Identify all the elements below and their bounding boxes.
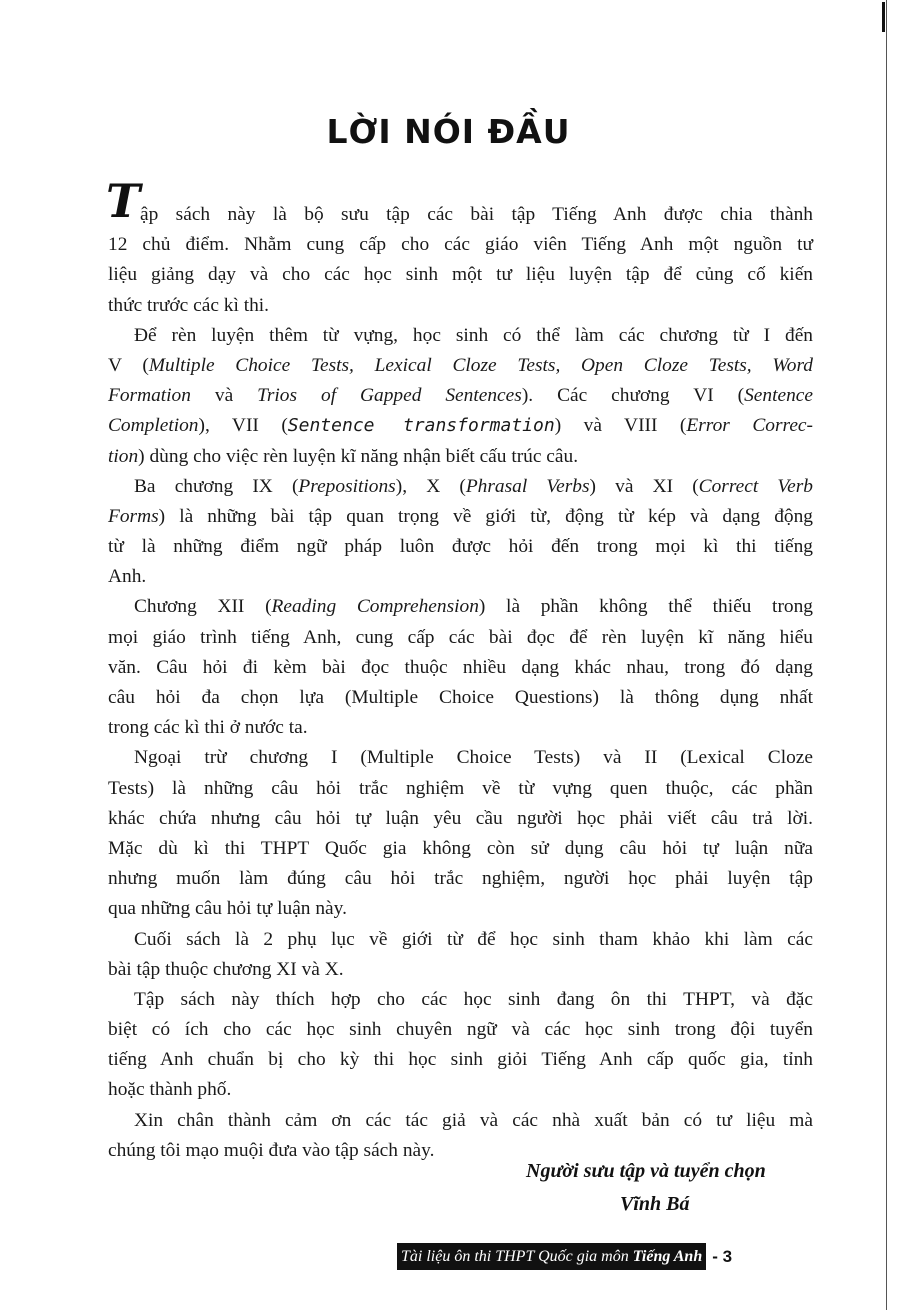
text-line: Tests) là những câu hỏi trắc nghiệm về từ vựng quen thuộc, các phần [108,777,813,799]
text-line: liệu giảng dạy và cho các học sinh một tư liệu luyện tập để củng cố kiến [108,264,813,286]
drop-cap: T [106,174,141,228]
text-line: Để rèn luyện thêm từ vựng, học sinh có thể làm các chương từ I đến [134,324,813,346]
text-line: Mặc dù kì thi THPT Quốc gia không còn sử dụng câu hỏi tự luận nữa [108,837,813,859]
preface-body [106,174,813,1166]
text-line: tiếng Anh chuẩn bị cho kỳ thi học sinh giỏi Tiếng Anh cấp quốc gia, tỉnh [108,1049,813,1071]
text-line: Anh. [108,566,147,588]
text-line: nhưng muốn làm đúng câu hỏi trắc nghiệm, người học phải luyện tập [108,868,813,890]
text-line: Completion), VII (Sentence transformation) và VIII (Error Correc- [108,415,813,437]
text-line: Ba chương IX (Prepositions), X (Phrasal Verbs) và XI (Correct Verb [134,475,813,497]
text-line: chúng tôi mạo muội đưa vào tập sách này. [108,1139,435,1161]
text-line: T ập sách này là bộ sưu tập các bài tập Tiếng Anh được chia thành [106,174,813,228]
text-line: Forms) là những bài tập quan trọng về giới từ, động từ kép và dạng động [108,505,813,527]
scan-edge-line [886,0,887,1310]
text-line: Formation và Trios of Gapped Sentences). Các chương VI (Sentence [108,385,813,407]
text-line: biệt có ích cho các học sinh chuyên ngữ và các học sinh trong đội tuyển [108,1019,813,1041]
footer-banner: Tài liệu ôn thi THPT Quốc gia môn Tiếng Anh [397,1243,706,1270]
page-footer [397,1243,732,1270]
text-line: văn. Câu hỏi đi kèm bài đọc thuộc nhiều dạng khác nhau, trong đó dạng [108,656,813,678]
text-line: Xin chân thành cảm ơn các tác giả và các nhà xuất bản có tư liệu mà [134,1109,813,1131]
text-line: qua những câu hỏi tự luận này. [108,898,347,920]
text-line: hoặc thành phố. [108,1079,232,1101]
text-line: Cuối sách là 2 phụ lục về giới từ để học sinh tham khảo khi làm các [134,928,813,950]
text-line: mọi giáo trình tiếng Anh, cung cấp các bài đọc để rèn luyện kĩ năng hiểu [108,626,813,648]
text-line: tion) dùng cho việc rèn luyện kĩ năng nhận biết cấu trúc câu. [108,445,579,467]
scan-edge-mark [882,2,885,32]
text-line: câu hỏi đa chọn lựa (Multiple Choice Questions) là thông dụng nhất [108,687,813,708]
page-title: LỜI NÓI ĐẦU [326,112,571,151]
signature-role: Người sưu tập và tuyển chọn [526,1160,766,1182]
text-line: trong các kì thi ở nước ta. [108,717,308,739]
text-line: Tập sách này thích hợp cho các học sinh đang ôn thi THPT, và đặc [134,988,813,1010]
text-line: V (Multiple Choice Tests, Lexical Cloze Tests, Open Cloze Tests, Word [108,354,813,376]
signature-name: Vĩnh Bá [620,1193,690,1215]
text-line: bài tập thuộc chương XI và X. [108,958,344,980]
text-line: khác chứa nhưng câu hỏi tự luận yêu cầu người học phải viết câu trả lời. [108,807,813,829]
text-line: từ là những điểm ngữ pháp luôn được hỏi đến trong mọi kì thi tiếng [108,536,813,558]
text-line: 12 chủ điểm. Nhằm cung cấp cho các giáo viên Tiếng Anh một nguồn tư [108,234,813,256]
text-line: thức trước các kì thi. [108,294,270,316]
page-number: - 3 [712,1246,733,1266]
text-line: Ngoại trừ chương I (Multiple Choice Tests) và II (Lexical Cloze [134,747,813,769]
text-line: Chương XII (Reading Comprehension) là phần không thể thiếu trong [134,596,813,618]
